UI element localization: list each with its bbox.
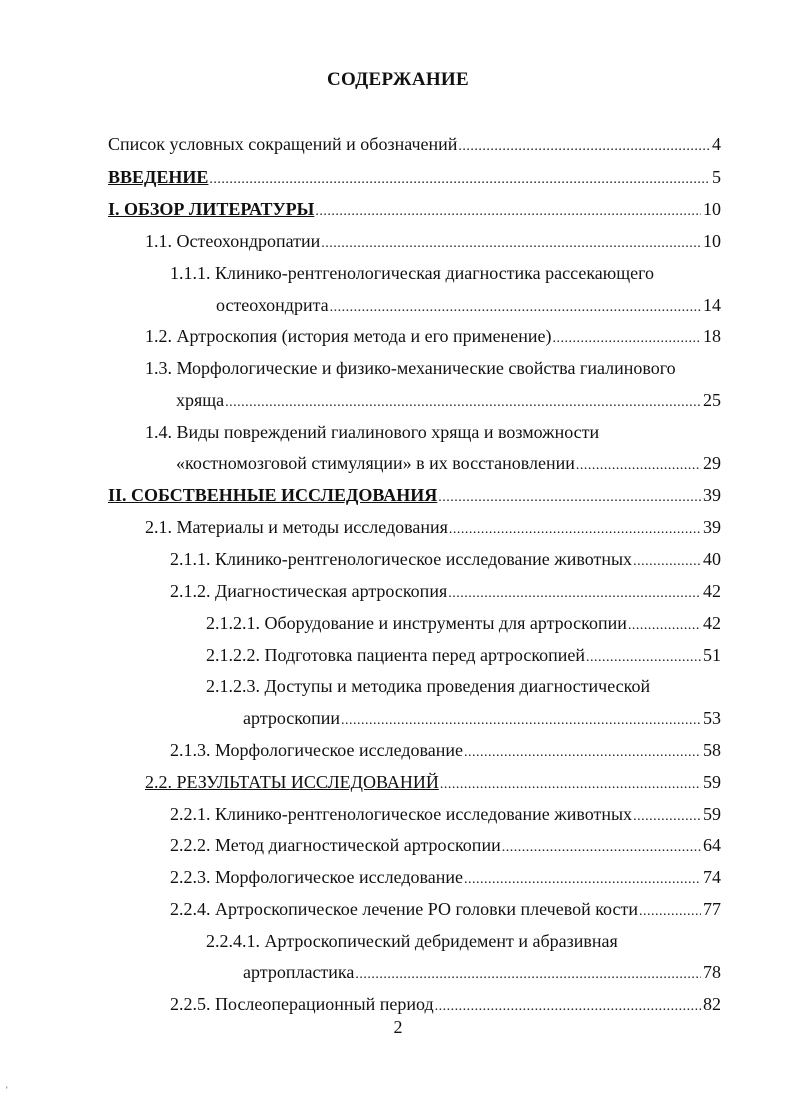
dot-leader — [553, 328, 701, 350]
toc-entry — [145, 421, 721, 443]
dot-leader — [315, 201, 701, 223]
toc-entry — [145, 516, 721, 541]
toc-page-number: 42 — [703, 613, 721, 633]
toc-entry-title-continued: артроскопии — [243, 708, 341, 728]
dot-leader — [330, 297, 701, 319]
dot-leader — [449, 519, 701, 541]
toc-entry-title: ВВЕДЕНИЕ — [108, 167, 209, 187]
toc-entry — [170, 548, 721, 573]
toc-entry-title: 1.3. Морфологические и физико-механические свойства гиалинового — [145, 358, 676, 378]
dot-leader — [576, 455, 701, 477]
toc-entry — [108, 133, 721, 158]
toc-page-number: 77 — [703, 899, 721, 919]
dot-leader — [440, 774, 701, 796]
toc-entry — [170, 834, 721, 859]
toc-entry-title: 2.1.2.1. Оборудование и инструменты для артроскопии — [206, 613, 627, 633]
toc-page-number: 5 — [712, 167, 721, 187]
toc-entry — [206, 612, 721, 637]
toc-entry — [206, 675, 721, 697]
toc-entry-title: 2.2.4. Артроскопическое лечение РО головки плечевой кости — [170, 899, 638, 919]
dot-leader — [633, 806, 701, 828]
toc-entry-continuation — [216, 294, 721, 319]
dot-leader — [586, 647, 701, 669]
dot-leader — [458, 136, 710, 158]
dot-leader — [502, 837, 701, 859]
dot-leader — [355, 964, 701, 986]
toc-entry — [145, 357, 721, 379]
toc-page-number: 14 — [703, 295, 721, 315]
toc-entry — [206, 644, 721, 669]
toc-entry — [108, 198, 721, 223]
dot-leader — [633, 551, 701, 573]
toc-entry-title: 2.2.1. Клинико-рентгенологическое исследование животных — [170, 804, 633, 824]
toc-entry-title: 2.1.1. Клинико-рентгенологическое исследование животных — [170, 549, 633, 569]
toc-entry — [145, 771, 721, 796]
toc-page-number: 78 — [703, 962, 721, 982]
toc-entry-title: 2.1.2.3. Доступы и методика проведения диагностической — [206, 676, 651, 696]
toc-page-number: 59 — [703, 772, 721, 792]
toc-entry-continuation — [176, 389, 721, 414]
toc-entry-title: 2.2.2. Метод диагностической артроскопии — [170, 835, 501, 855]
toc-entry-title: 2.1. Материалы и методы исследования — [145, 517, 448, 537]
toc-entry-title-continued: артропластика — [243, 962, 355, 982]
toc-entry-title: 2.2. РЕЗУЛЬТАТЫ ИССЛЕДОВАНИЙ — [145, 772, 439, 792]
toc-entry — [170, 580, 721, 605]
toc-entry-continuation — [176, 452, 721, 477]
dot-leader — [628, 615, 701, 637]
toc-page-number: 4 — [712, 134, 721, 154]
toc-entry-title: 1.1.1. Клинико-рентгенологическая диагностика рассекающего — [170, 263, 655, 283]
toc-entry-continuation — [243, 707, 721, 732]
toc-entry-title: II. СОБСТВЕННЫЕ ИССЛЕДОВАНИЯ — [108, 485, 438, 505]
toc-page-number: 74 — [703, 867, 721, 887]
dot-leader — [464, 742, 701, 764]
toc-entry — [108, 484, 721, 509]
toc-page-number: 42 — [703, 581, 721, 601]
dot-leader — [435, 996, 701, 1018]
toc-entry-title-continued: «костномозговой стимуляции» в их восстановлении — [176, 453, 575, 473]
toc-entry — [170, 739, 721, 764]
scan-speck: ' — [6, 1085, 8, 1095]
toc-entry — [108, 166, 721, 191]
page-number: 2 — [393, 1017, 403, 1037]
toc-page-number: 53 — [703, 708, 721, 728]
toc-page-number: 40 — [703, 549, 721, 569]
toc-entry-title: 1.1. Остеохондропатии — [145, 231, 321, 251]
dot-leader — [321, 233, 701, 255]
toc-entry — [170, 262, 721, 284]
toc-page-number: 29 — [703, 453, 721, 473]
toc-entry-title: 2.1.3. Морфологическое исследование — [170, 740, 464, 760]
toc-entry — [145, 325, 721, 350]
toc-page-number: 25 — [703, 390, 721, 410]
dot-leader — [225, 392, 701, 414]
dot-leader — [464, 869, 701, 891]
toc-entry-title: 2.2.5. Послеоперационный период — [170, 994, 434, 1014]
toc-entry — [145, 230, 721, 255]
toc-entry — [206, 930, 721, 952]
dot-leader — [448, 583, 701, 605]
toc-entry-title: Список условных сокращений и обозначений — [108, 134, 458, 154]
toc-page-number: 59 — [703, 804, 721, 824]
dot-leader — [438, 487, 701, 509]
toc-page-number: 18 — [703, 326, 721, 346]
toc-entry-title-continued: остеохондрита — [216, 295, 329, 315]
page-title: СОДЕРЖАНИЕ — [327, 69, 469, 90]
toc-entry-title: 2.1.2.2. Подготовка пациента перед артроскопией — [206, 645, 586, 665]
toc-page-number: 39 — [703, 485, 721, 505]
dot-leader — [209, 169, 710, 191]
toc-page-number: 64 — [703, 835, 721, 855]
dot-leader — [341, 710, 701, 732]
toc-page-number: 39 — [703, 517, 721, 537]
toc-page-number: 10 — [703, 199, 721, 219]
toc-entry-title: 2.1.2. Диагностическая артроскопия — [170, 581, 448, 601]
toc-entry-title: 1.2. Артроскопия (история метода и его применение) — [145, 326, 552, 346]
toc-entry-title: 2.2.3. Морфологическое исследование — [170, 867, 464, 887]
toc-page-number: 51 — [703, 645, 721, 665]
toc-entry — [170, 803, 721, 828]
toc-entry-continuation — [243, 961, 721, 986]
toc-page-number: 58 — [703, 740, 721, 760]
toc-page-number: 10 — [703, 231, 721, 251]
toc-entry — [170, 993, 721, 1018]
toc-entry-title: 1.4. Виды повреждений гиалинового хряща и возможности — [145, 422, 600, 442]
dot-leader — [639, 901, 701, 923]
toc-entry-title: I. ОБЗОР ЛИТЕРАТУРЫ — [108, 199, 315, 219]
toc-entry-title: 2.2.4.1. Артроскопический дебридемент и абразивная — [206, 931, 618, 951]
toc-page-number: 82 — [703, 994, 721, 1014]
toc-entry — [170, 898, 721, 923]
toc-entry-title-continued: хряща — [176, 390, 225, 410]
toc-entry — [170, 866, 721, 891]
